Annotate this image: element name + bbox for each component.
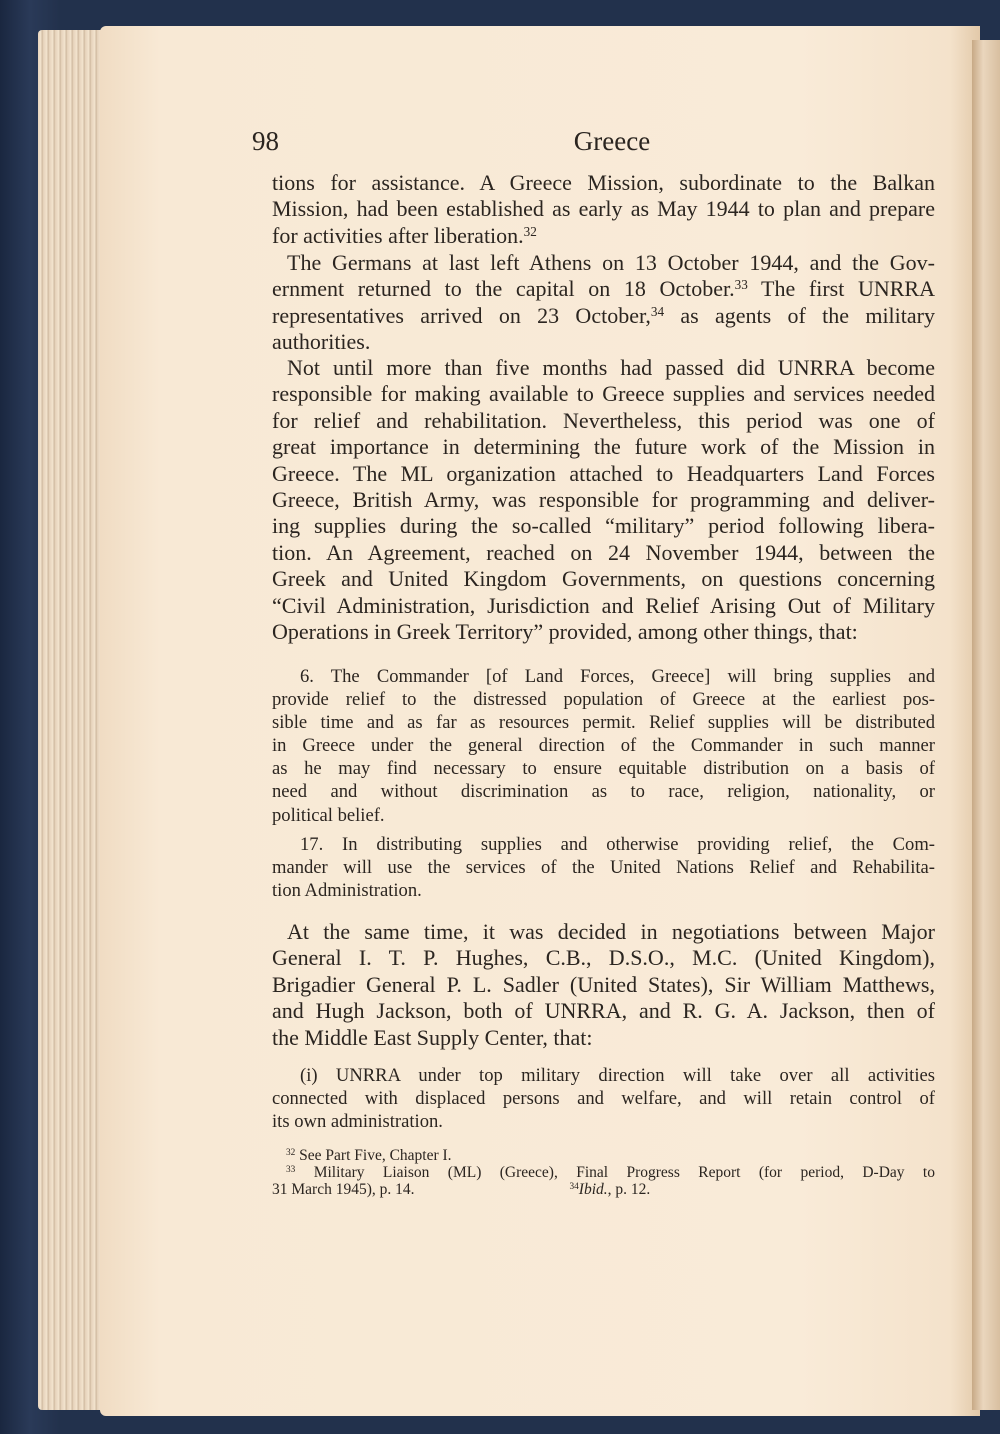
text-run: (i) UNRRA under top military direction will take over all activities [300, 1065, 935, 1086]
text-run: See Part Five, Chapter I. [295, 1147, 452, 1164]
text-line [272, 688, 935, 711]
text-run: Greece, British Army, was responsible for programming and deliver- [272, 486, 935, 512]
text-line [272, 513, 935, 539]
text-line [272, 972, 935, 998]
text-line [272, 487, 935, 513]
paragraph [272, 250, 935, 356]
text-line [272, 1025, 935, 1051]
text-run: Mission, had been established as early as May 1944 to plan and prepare [272, 196, 935, 222]
text-run: 31 March 1945), p. 14. [272, 1180, 570, 1198]
text-line [272, 1165, 935, 1182]
text-run: ing supplies during the so-called “military” period following libera- [272, 513, 935, 539]
text-run: responsible for making available to Greece supplies and services needed [272, 381, 935, 407]
text-line [272, 945, 935, 971]
text-line [272, 250, 935, 276]
text-line [272, 223, 935, 249]
text-line [272, 1182, 935, 1199]
text-run: need and without discrimination as to race, religion, nationality, or [272, 781, 935, 803]
text-run: 6. The Commander [of Land Forces, Greece] will bring supplies and [300, 666, 935, 687]
text-run: Operations in Greek Territory” provided, among other things, that: [272, 618, 858, 644]
text-run: Military Liaison (ML) (Greece), Final Progress Report (for period, D-Day to [295, 1164, 935, 1181]
text-line [272, 196, 935, 222]
text-run: The first UNRRA [747, 276, 935, 302]
facing-page-edge [972, 40, 1000, 1410]
text-run: as he may find necessary to ensure equitable distribution on a basis of [272, 758, 935, 780]
running-title: Greece [573, 126, 651, 156]
text-line [272, 461, 935, 487]
paragraph [272, 170, 935, 249]
text-run: 17. In distributing supplies and otherwise providing relief, the Com- [300, 834, 935, 855]
text-line [272, 329, 935, 355]
text-line [272, 303, 935, 329]
text-line [272, 276, 935, 302]
text-line [272, 879, 935, 902]
text-run: for relief and rehabilitation. Nevertheless, this period was one of [272, 407, 935, 433]
text-run: provide relief to the distressed population of Greece at the earliest pos- [272, 689, 935, 711]
text-run: its own administration. [272, 1111, 443, 1133]
text-run: authorities. [272, 329, 371, 355]
text-line [272, 998, 935, 1024]
text-run: “Civil Administration, Jurisdiction and Relief Arising Out of Military [272, 592, 935, 618]
text-run: tion Administration. [272, 880, 422, 902]
text-run: tions for assistance. A Greece Mission, subordinate to the Balkan [272, 170, 935, 195]
text-line [272, 833, 935, 856]
text-line [272, 1087, 935, 1110]
text-run: political belief. [272, 804, 385, 826]
footnote-marker: 34 [650, 303, 665, 319]
text-line [272, 408, 935, 434]
text-line [272, 711, 935, 734]
text-line [272, 434, 935, 460]
text-run: Not until more than five months had passed did UNRRA become [287, 355, 935, 380]
text-line [272, 619, 935, 645]
text-run: the Middle East Supply Center, that: [272, 1024, 593, 1050]
text-line [272, 1110, 935, 1133]
page-number: 98 [252, 126, 279, 156]
block-quote [272, 1064, 935, 1133]
text-run: mander will use the services of the United Nations Relief and Rehabilita- [272, 857, 935, 879]
text-run: tion. An Agreement, reached on 24 November 1944, between the [272, 539, 935, 565]
footnote-marker: 33 [734, 277, 748, 293]
text-line [272, 381, 935, 407]
text-run: General I. T. P. Hughes, C.B., D.S.O., M.C. (United Kingdom), [272, 945, 935, 971]
footnote [272, 1148, 935, 1165]
text-run: representatives arrived on 23 October, [272, 302, 651, 328]
text-run: in Greece under the general direction of the Commander in such manner [272, 735, 935, 757]
text-line [272, 1064, 935, 1087]
text-line [272, 170, 935, 196]
text-line [272, 1148, 935, 1165]
paragraph [272, 355, 935, 645]
text-run: connected with displaced persons and welfare, and will retain control of [272, 1088, 935, 1110]
running-header [252, 126, 972, 160]
block-quote [272, 665, 935, 827]
text-run: and Hugh Jackson, both of UNRRA, and R. G. A. Jackson, then of [272, 998, 935, 1024]
footnote-marker: 32 [286, 1147, 296, 1158]
text-run: Greece. The ML organization attached to Headquarters Land Forces [272, 460, 935, 486]
text-run: Greek and United Kingdom Governments, on questions concerning [272, 566, 935, 592]
text-line [272, 780, 935, 803]
text-run: At the same time, it was decided in negotiations between Major [287, 919, 935, 944]
text-line [272, 804, 935, 827]
text-line [272, 856, 935, 879]
text-line [272, 919, 935, 945]
paragraph [272, 919, 935, 1051]
text-run: for activities after liberation. [272, 222, 524, 248]
text-line [272, 593, 935, 619]
footnote-marker: 34 [569, 1181, 579, 1192]
text-line [272, 540, 935, 566]
text-run: , p. 12. [607, 1180, 651, 1198]
text-run: as agents of the military [664, 302, 935, 328]
text-run: ernment returned to the capital on 18 October. [272, 276, 735, 302]
text-line [272, 665, 935, 688]
footnote-marker: 33 [286, 1164, 296, 1175]
text-run: Brigadier General P. L. Sadler (United States), Sir William Matthews, [272, 971, 935, 997]
footnote-marker: 32 [523, 223, 537, 239]
text-line [272, 566, 935, 592]
text-run: sible time and as far as resources permit. Relief supplies will be distributed [272, 712, 935, 734]
text-run: great importance in determining the future work of the Mission in [272, 434, 935, 460]
italic-text: Ibid. [578, 1180, 608, 1198]
text-line [272, 734, 935, 757]
footnote [272, 1165, 935, 1199]
block-quote [272, 833, 935, 902]
text-run: The Germans at last left Athens on 13 October 1944, and the Gov- [287, 250, 935, 275]
text-line [272, 757, 935, 780]
text-line [272, 355, 935, 381]
